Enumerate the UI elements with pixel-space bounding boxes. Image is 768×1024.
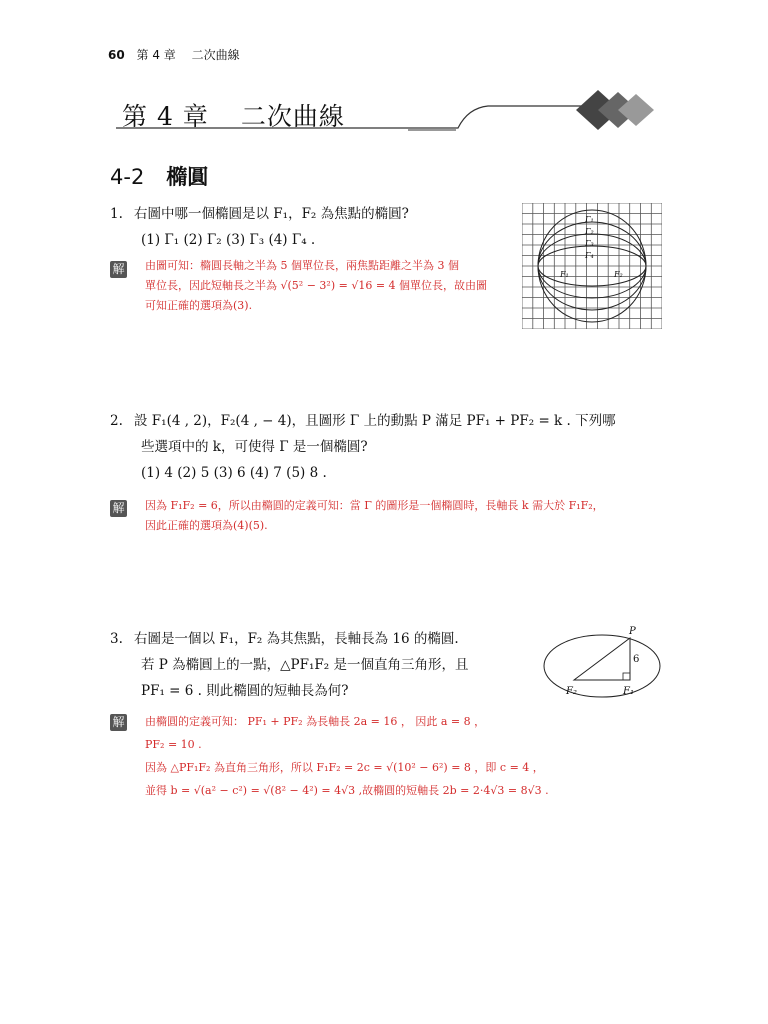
problem-1 — [110, 201, 510, 253]
problem-3-question-line3: PF₁ = 6 . 則此橢圓的短軸長為何? — [141, 683, 349, 699]
point-p-label: P — [629, 626, 636, 637]
chapter-decoration — [108, 88, 668, 140]
side-length-label: 6 — [633, 654, 640, 665]
problem-number: 2. — [110, 413, 123, 429]
focus-f1-label: F₁ — [623, 686, 634, 697]
problem-text: 設 F₁(4 , 2)，F₂(4 , − 4)，且圖形 Γ 上的動點 P 滿足 PF₁ + PF₂ = k . 下列哪 — [134, 413, 616, 429]
solution-line: 由圖可知：橢圓長軸之半為 5 個單位長，兩焦點距離之半為 3 個 — [145, 259, 459, 272]
page-number: 60 — [108, 48, 125, 62]
solution-line: 單位長，因此短軸長之半為 √(5² − 3²) = √16 = 4 個單位長，故由圖 — [145, 279, 488, 292]
gamma-1-label: Γ₁ — [585, 215, 594, 224]
problem-1-question — [110, 201, 510, 227]
section-heading — [110, 161, 208, 191]
focus-f1-label: F₁ — [560, 270, 569, 279]
problem-3-question-line2: 若 P 為橢圓上的一點，△PF₁F₂ 是一個直角三角形，且 — [141, 657, 469, 673]
solution-line: 因為 F₁F₂ = 6，所以由橢圓的定義可知：當 Γ 的圖形是一個橢圓時，長軸長 k 需大於 F₁F₂， — [145, 499, 604, 512]
solution-mark: 解 — [110, 500, 127, 517]
problem-3-question-line1 — [110, 626, 530, 652]
problem-1-options: (1) Γ₁ (2) Γ₂ (3) Γ₃ (4) Γ₄ . — [141, 232, 316, 248]
header-chapter-title: 二次曲線 — [191, 48, 240, 62]
solution-line: 可知正確的選項為(3). — [145, 299, 253, 312]
problem-text: 右圖中哪一個橢圓是以 F₁，F₂ 為焦點的橢圓? — [134, 206, 409, 222]
gamma-3-label: Γ₃ — [585, 239, 594, 248]
problem-3 — [110, 626, 530, 704]
figure-ellipses-grid — [522, 203, 662, 329]
problem-number: 3. — [110, 631, 123, 647]
problem-number: 1. — [110, 206, 123, 222]
solution-mark: 解 — [110, 714, 127, 731]
focus-f2-label: F₂ — [566, 686, 577, 697]
problem-2-options: (1) 4 (2) 5 (3) 6 (4) 7 (5) 8 . — [141, 465, 327, 481]
solution-line: 因為 △PF₁F₂ 為直角三角形，所以 F₁F₂ = 2c = √(10² − 6²) = 8 ，即 c = 4 ， — [145, 761, 544, 774]
problem-2-solution — [145, 496, 675, 536]
chapter-title: 二次曲線 — [240, 102, 345, 131]
problem-2-question-line2: 些選項中的 k，可使得 Γ 是一個橢圓? — [141, 439, 368, 455]
section-number: 4-2 — [110, 165, 145, 189]
solution-line: 由橢圓的定義可知： PF₁ + PF₂ 為長軸長 2a = 16 ， 因此 a = 8 ， — [145, 715, 486, 728]
solution-line: PF₂ = 10 . — [145, 738, 202, 751]
focus-f2-label: F₂ — [614, 270, 623, 279]
solution-line: 因此正確的選項為(4)(5). — [145, 519, 268, 532]
problem-1-solution — [145, 256, 515, 316]
solution-mark: 解 — [110, 261, 127, 278]
gamma-2-label: Γ₂ — [585, 227, 594, 236]
solution-line: 並得 b = √(a² − c²) = √(8² − 4²) = 4√3 ,故橢圓的短軸長 2b = 2·4√3 = 8√3 . — [145, 784, 549, 797]
chapter-label: 第 4 章 — [122, 102, 209, 131]
problem-2-question-line1 — [110, 408, 670, 434]
gamma-4-label: Γ₄ — [585, 251, 594, 260]
problem-3-solution — [145, 710, 675, 802]
figure-ellipse-triangle — [540, 622, 670, 702]
problem-2 — [110, 408, 670, 486]
header-chapter: 第 4 章 — [136, 48, 176, 62]
section-title: 橢圓 — [166, 165, 209, 189]
problem-text: 右圖是一個以 F₁，F₂ 為其焦點，長軸長為 16 的橢圓. — [134, 631, 459, 647]
running-header — [108, 46, 240, 63]
